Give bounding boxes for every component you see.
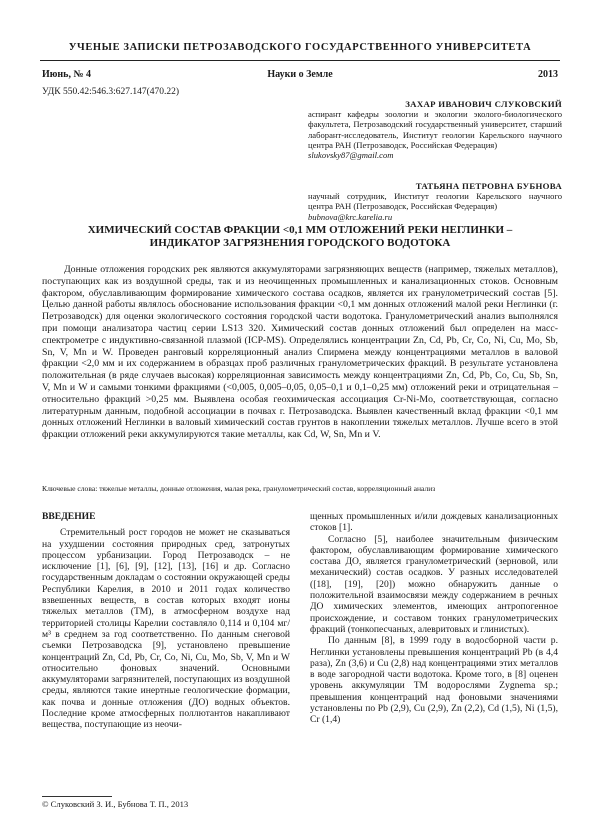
issue-number: Июнь, № 4 [42, 69, 92, 80]
author-block [308, 99, 562, 160]
paragraph: Стремительный рост городов не может не сказываться на ухудшении состояния природных сред, затронутых процессом урбанизации. Город Петрозаводск – не исключение [1], [6], [9], [12], [13], [16] и др. Согласно государственным докладам о состоянии окружающей среды Республики Карелия, в 2010 и 2011 годах количество взвешенных веществ, в состав которых входят ионы тяжелых металлов (ТМ), в атмосферном воздухе над территорией столицы Карелии составляло 0,114 и 0,104 мг/м³ в среднем за год соответственно. По данным снеговой съемки Петрозаводска [9], установлено превышение концентраций Zn, Cd, Pb, Cr, Co, Ni, Cu, Mo, Sb, V, Mn и W относительно фоновых значений. Основными аккумуляторами загрязнителей, поступающих из воздушной среды, являются такие инертные геологические формации, как почва и донные отложения (ДО) водных объектов. Последние кроме атмосферных поллютантов накапливают вещества, поступающие из неочи- [42, 527, 290, 731]
paragraph: щенных промышленных и/или дождевых канализационных стоков [1]. [310, 511, 558, 534]
issue-year: 2013 [538, 69, 558, 80]
author-email: slukovsky87@gmail.com [308, 150, 394, 161]
author-block [308, 181, 562, 222]
author-affiliation: научный сотрудник, Институт геологии Карельского научного центра РАН (Петрозаводск, Российская Федерация) [308, 191, 562, 212]
journal-title: УЧЕНЫЕ ЗАПИСКИ ПЕТРОЗАВОДСКОГО ГОСУДАРСТВЕННОГО УНИВЕРСИТЕТА [68, 42, 532, 53]
left-column [42, 511, 290, 731]
author-name: ТАТЬЯНА ПЕТРОВНА БУБНОВА [415, 181, 562, 191]
udk-code: УДК 550.42:546.3:627.147(470.22) [42, 87, 180, 97]
abstract: Донные отложения городских рек являются аккумуляторами загрязняющих веществ (например, тяжелых металлов), поступающих как из воздушной среды, так и из неочищенных промышленных и канализационных стоков. Основным фактором, обуславливающим формирование химического состава осадков, является их гранулометрический состав [5]. Целью данной работы являлось обоснование использования фракции <0,1 мм донных отложений малой реки Неглинки (г. Петрозаводск) для оценки экологического состояния городской части водотока. Гранулометрический анализ выполнялся при помощи анализатора частиц серии LS13 320. Химический состав донных отложений был определен на масс-спектрометре с индуктивно-связанной плазмой (ICP-MS). Определялись концентрации Zn, Cd, Pb, Cr, Co, Ni, Cu, Mo, Sb, Sn, V, Mn и W. Проведен ранговый корреляционный анализ Спирмена между концентрациями металлов в валовой фракции <2,0 мм и их содержанием в образцах проб различных гранулометрических фракций. В результате установлена положительная (в ряде случаев высокая) корреляционная зависимость между концентрациями Zn, Cd, Pb, Co, Cu, Sb, Sn, V, Mn и W и самыми тонкими фракциями (<0,005, 0,005–0,05, 0,05–0,1 и 0,1–0,25 мм) отложений реки и отрицательная – относительно фракций >0,25 мм. Выявлена особая геохимическая ассоциация Cr-Ni-Mo, соответствующая, согласно литературным данным, подобной ассоциации в почвах г. Петрозаводска. Выявлен качественный вклад фракции <0,1 мм донных отложений Неглинки в валовый химический состав грунтов в накоплении тяжелых металлов. Лучше всего в этой фракции отложений реки аккумулируются такие металлы, как Cd, W, Sn, Mn и V. [42, 264, 558, 441]
keywords: Ключевые слова: тяжелые металлы, донные отложения, малая река, гранулометрический состав, корреляционный анализ [42, 484, 436, 493]
paragraph: Согласно [5], наиболее значительным физическим фактором, обуславливающим формирование химического состава ДО, является гранулометрический (зерновой, или механический) состав осадков. У разных исследователей ([18], [19], [20]) можно обнаружить данные о положительной взаимосвязи между содержанием в речных ДО химических элементов, имеющих антропогенное происхождение, и составом тонких гранулометрических фракций (тонкопесчаных, алевритовых и глинистых). [310, 533, 558, 635]
author-affiliation: аспирант кафедры зоологии и экологии эколого-биологического факультета, Петрозаводский государственный университет, старший лаборант-исследователь, Институт геологии Карельского научного центра РАН (Петрозаводск, Российская Федерация) [308, 109, 562, 150]
footnote-rule [42, 796, 112, 797]
author-email: bubnova@krc.karelia.ru [308, 211, 393, 222]
article-title: ХИМИЧЕСКИЙ СОСТАВ ФРАКЦИИ <0,1 ММ ОТЛОЖЕНИЙ РЕКИ НЕГЛИНКИ – ИНДИКАТОР ЗАГРЯЗНЕНИЯ ГОРОДСКОГО ВОДОТОКА [87, 224, 513, 249]
right-column [310, 511, 558, 726]
copyright: © Слуковский З. И., Бубнова Т. П., 2013 [42, 799, 189, 809]
paragraph: По данным [8], в 1999 году в водосборной части р. Неглинки установлены превышения концентраций Pb (в 4,4 раза), Zn (3,6) и Cu (2,8) над концентрациями этих металлов в воде загородной части водотока. Кроме того, в [8] оценен уровень аккумуляции ТМ водорослями Zygnema sp.; превышения концентраций над фоновыми значениями установлены по Pb (2,9), Cu (2,9), Zn (2,2), Cd (1,5), Ni (1,5), Cr (1,4) [310, 635, 558, 726]
author-name: ЗАХАР ИВАНОВИЧ СЛУКОВСКИЙ [405, 99, 562, 109]
section-name: Науки о Земле [267, 69, 333, 80]
section-heading: ВВЕДЕНИЕ [42, 511, 96, 522]
header-rule [40, 60, 560, 61]
